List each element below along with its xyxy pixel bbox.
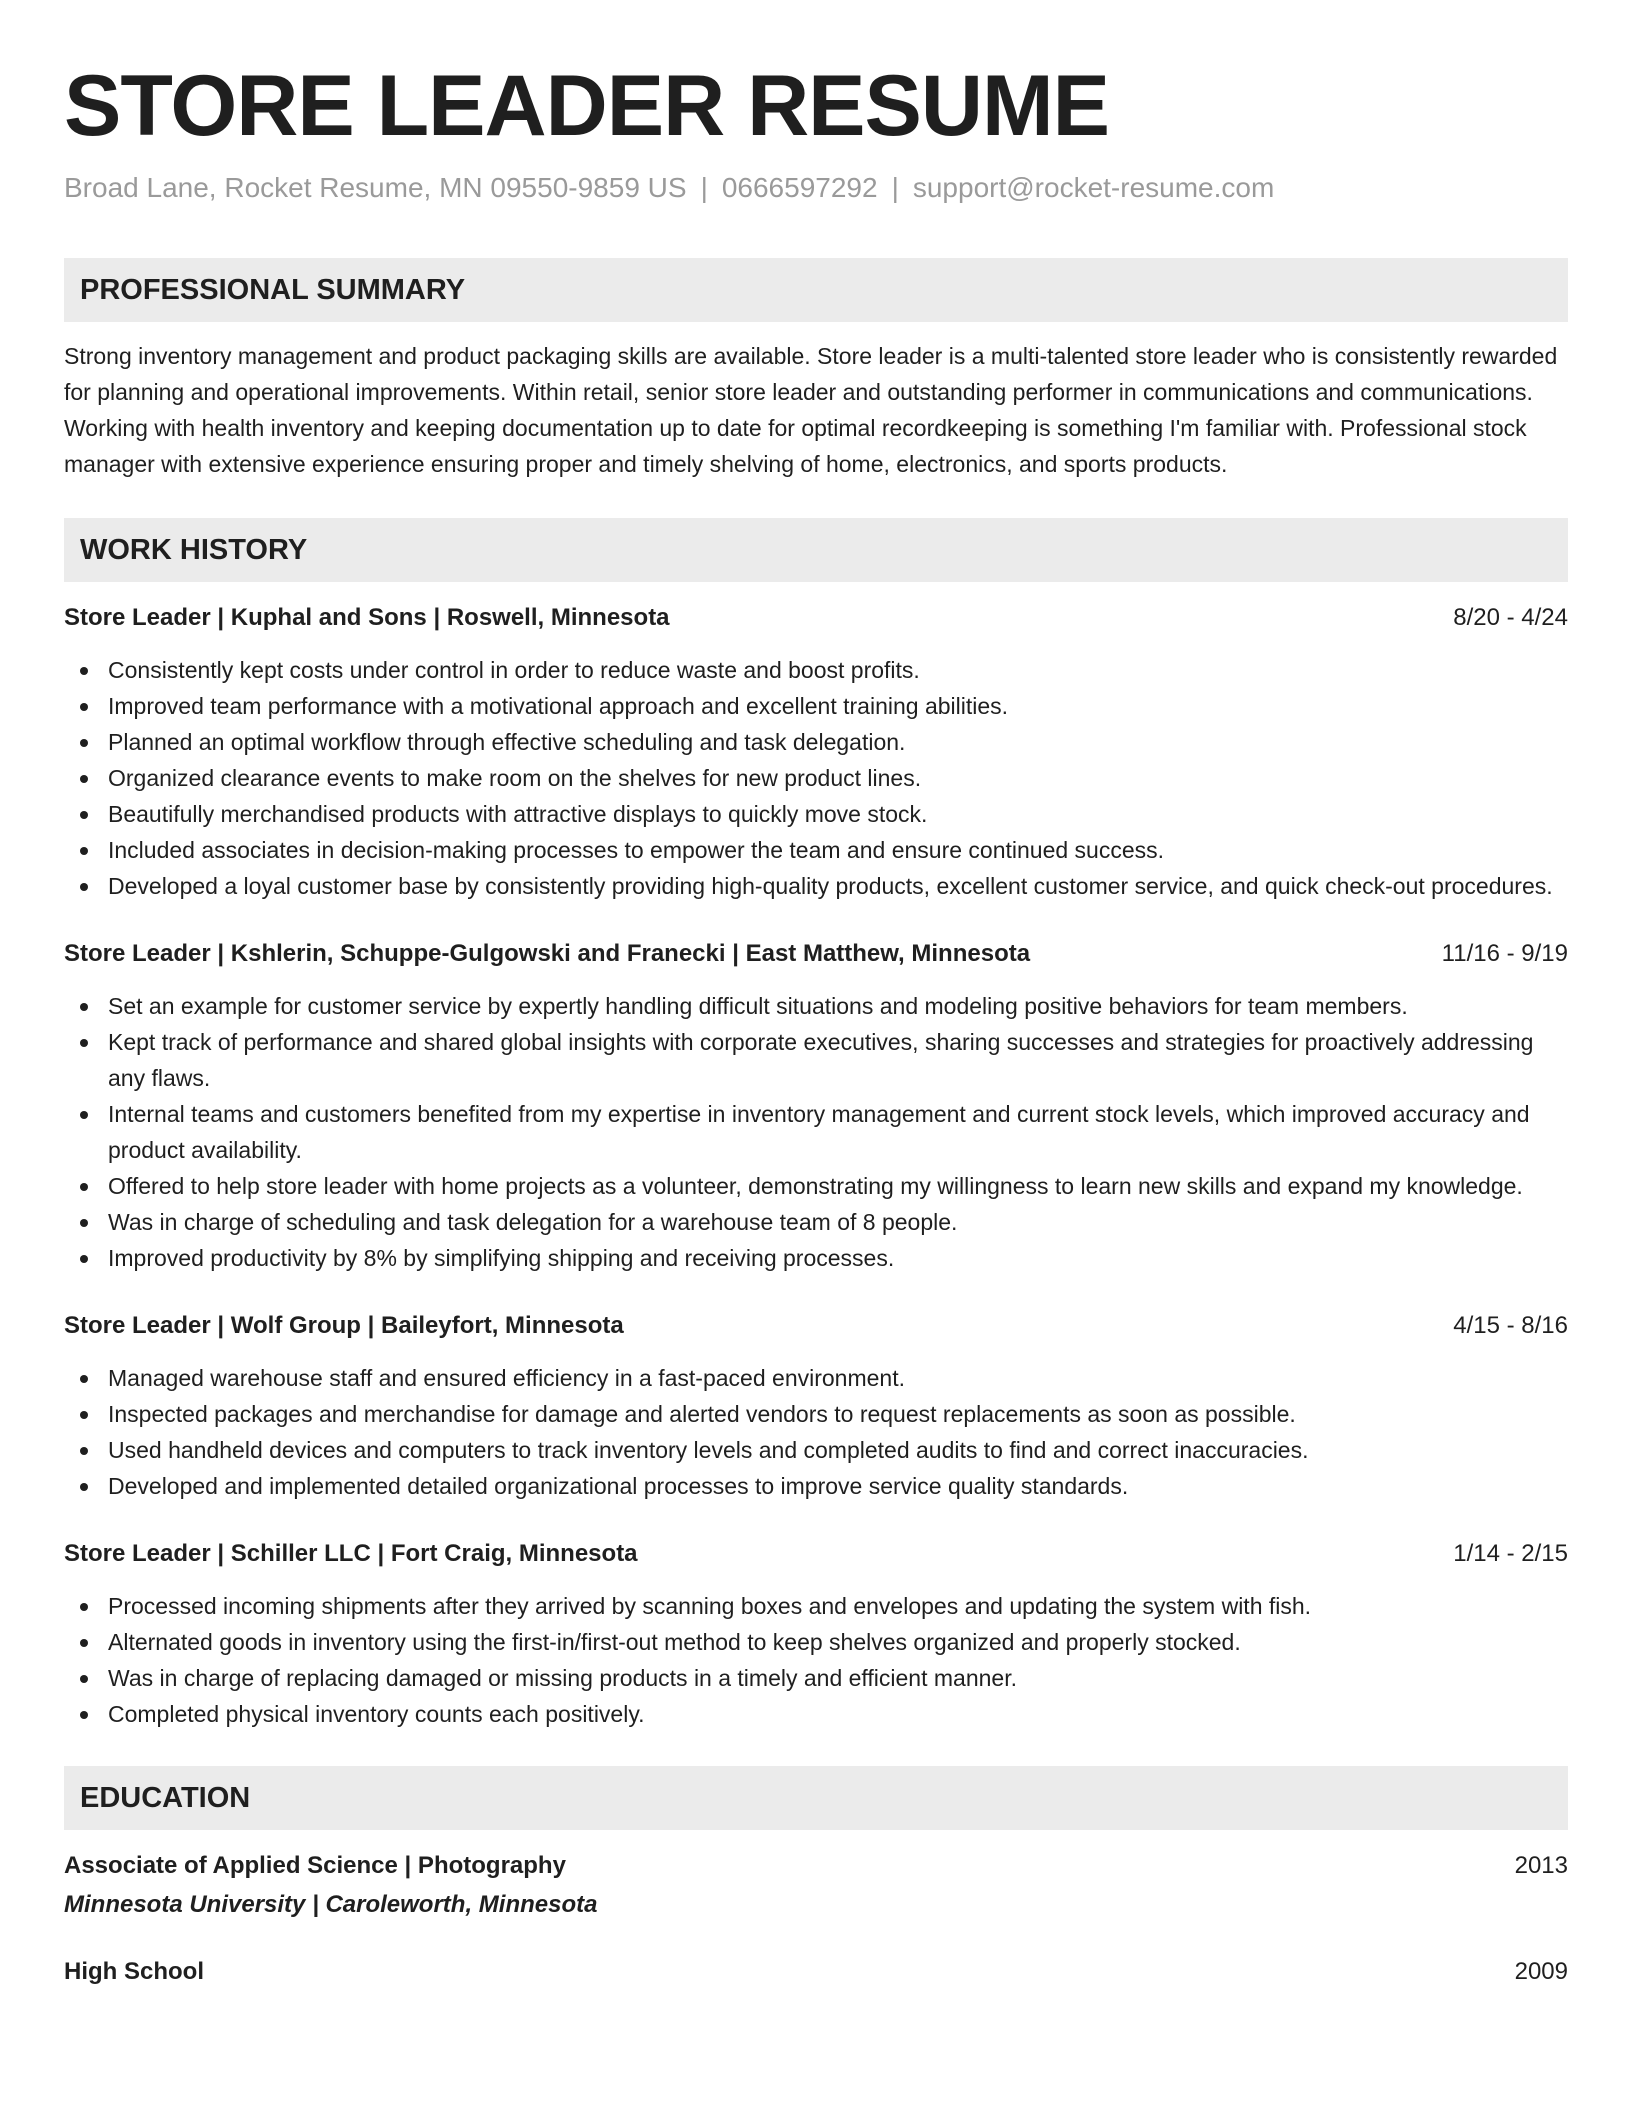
section-heading-summary: PROFESSIONAL SUMMARY	[64, 258, 1568, 322]
education-section	[64, 1766, 1568, 1988]
contact-phone: 0666597292	[721, 172, 878, 203]
education-entry	[64, 1850, 1568, 1922]
section-heading-education: EDUCATION	[64, 1766, 1568, 1830]
job-title: Store Leader | Kuphal and Sons | Roswell, Minnesota	[64, 604, 670, 631]
contact-separator: |	[700, 172, 708, 203]
job-bullet: Managed warehouse staff and ensured efficiency in a fast-paced environment.	[64, 1360, 1568, 1396]
job-dates: 1/14 - 2/15	[1453, 1540, 1568, 1567]
job-entry	[64, 1538, 1568, 1732]
job-header	[64, 1310, 1568, 1342]
summary-text: Strong inventory management and product packaging skills are available. Store leader is a multi-talented store leader who is consistently rewarded for planning and operational improvements. Within retail, senior store leader and outstanding performer in communications and communications. Working with health inventory and keeping documentation up to date for optimal recordkeeping is something I'm familiar with. Professional stock manager with extensive experience ensuring proper and timely shelving of home, electronics, and sports products.	[64, 343, 1558, 477]
job-header	[64, 602, 1568, 634]
job-header	[64, 938, 1568, 970]
job-bullet: Offered to help store leader with home projects as a volunteer, demonstrating my willingness to learn new skills and expand my knowledge.	[64, 1168, 1568, 1204]
job-bullet: Beautifully merchandised products with attractive displays to quickly move stock.	[64, 796, 1568, 832]
resume-title: STORE LEADER RESUME	[64, 58, 1109, 154]
job-title: Store Leader | Schiller LLC | Fort Craig, Minnesota	[64, 1540, 638, 1567]
education-year: 2013	[1514, 1852, 1568, 1879]
job-bullet: Inspected packages and merchandise for damage and alerted vendors to request replacements as soon as possible.	[64, 1396, 1568, 1432]
work-history-section	[64, 518, 1568, 1732]
job-dates: 8/20 - 4/24	[1453, 604, 1568, 631]
section-heading-work-history: WORK HISTORY	[64, 518, 1568, 582]
education-header	[64, 1850, 1568, 1882]
job-entry	[64, 1310, 1568, 1504]
job-bullet: Internal teams and customers benefited from my expertise in inventory management and current stock levels, which improved accuracy and product availability.	[64, 1096, 1568, 1168]
job-bullet: Improved team performance with a motivational approach and excellent training abilities.	[64, 688, 1568, 724]
job-bullet: Improved productivity by 8% by simplifying shipping and receiving processes.	[64, 1240, 1568, 1276]
education-degree: High School	[64, 1958, 204, 1985]
job-bullet: Set an example for customer service by expertly handling difficult situations and modeling positive behaviors for team members.	[64, 988, 1568, 1024]
job-bullet: Alternated goods in inventory using the first-in/first-out method to keep shelves organized and properly stocked.	[64, 1624, 1568, 1660]
job-bullet: Was in charge of scheduling and task delegation for a warehouse team of 8 people.	[64, 1204, 1568, 1240]
job-entry	[64, 602, 1568, 904]
job-title: Store Leader | Wolf Group | Baileyfort, Minnesota	[64, 1312, 624, 1339]
job-bullet: Completed physical inventory counts each positively.	[64, 1696, 1568, 1732]
education-year: 2009	[1514, 1958, 1568, 1985]
education-entry	[64, 1956, 1568, 1988]
contact-email[interactable]: support@rocket-resume.com	[912, 172, 1275, 203]
contact-address: Broad Lane, Rocket Resume, MN 09550-9859 US	[64, 172, 687, 203]
education-header	[64, 1956, 1568, 1988]
job-bullet: Developed and implemented detailed organizational processes to improve service quality standards.	[64, 1468, 1568, 1504]
job-dates: 11/16 - 9/19	[1441, 940, 1568, 967]
job-bullet: Was in charge of replacing damaged or missing products in a timely and efficient manner.	[64, 1660, 1568, 1696]
job-bullet: Developed a loyal customer base by consistently providing high-quality products, excellent customer service, and quick check-out procedures.	[64, 868, 1568, 904]
contact-separator: |	[891, 172, 899, 203]
education-degree: Associate of Applied Science | Photography	[64, 1852, 566, 1879]
job-title: Store Leader | Kshlerin, Schuppe-Gulgowski and Franecki | East Matthew, Minnesota	[64, 940, 1031, 967]
resume-page	[64, 56, 1568, 1988]
job-bullet: Included associates in decision-making processes to empower the team and ensure continued success.	[64, 832, 1568, 868]
education-school: Minnesota University | Caroleworth, Minnesota	[64, 1891, 598, 1918]
job-bullets	[64, 652, 1568, 904]
job-bullets	[64, 1360, 1568, 1504]
job-entry	[64, 938, 1568, 1276]
job-bullet: Planned an optimal workflow through effective scheduling and task delegation.	[64, 724, 1568, 760]
job-bullet: Processed incoming shipments after they arrived by scanning boxes and envelopes and updating the system with fish.	[64, 1588, 1568, 1624]
job-dates: 4/15 - 8/16	[1453, 1312, 1568, 1339]
professional-summary-section	[64, 258, 1568, 482]
contact-line	[64, 170, 1568, 206]
job-bullet: Consistently kept costs under control in order to reduce waste and boost profits.	[64, 652, 1568, 688]
job-bullets	[64, 988, 1568, 1276]
job-bullet: Kept track of performance and shared global insights with corporate executives, sharing successes and strategies for proactively addressing any flaws.	[64, 1024, 1568, 1096]
job-bullet: Organized clearance events to make room on the shelves for new product lines.	[64, 760, 1568, 796]
job-header	[64, 1538, 1568, 1570]
job-bullets	[64, 1588, 1568, 1732]
job-bullet: Used handheld devices and computers to track inventory levels and completed audits to find and correct inaccuracies.	[64, 1432, 1568, 1468]
